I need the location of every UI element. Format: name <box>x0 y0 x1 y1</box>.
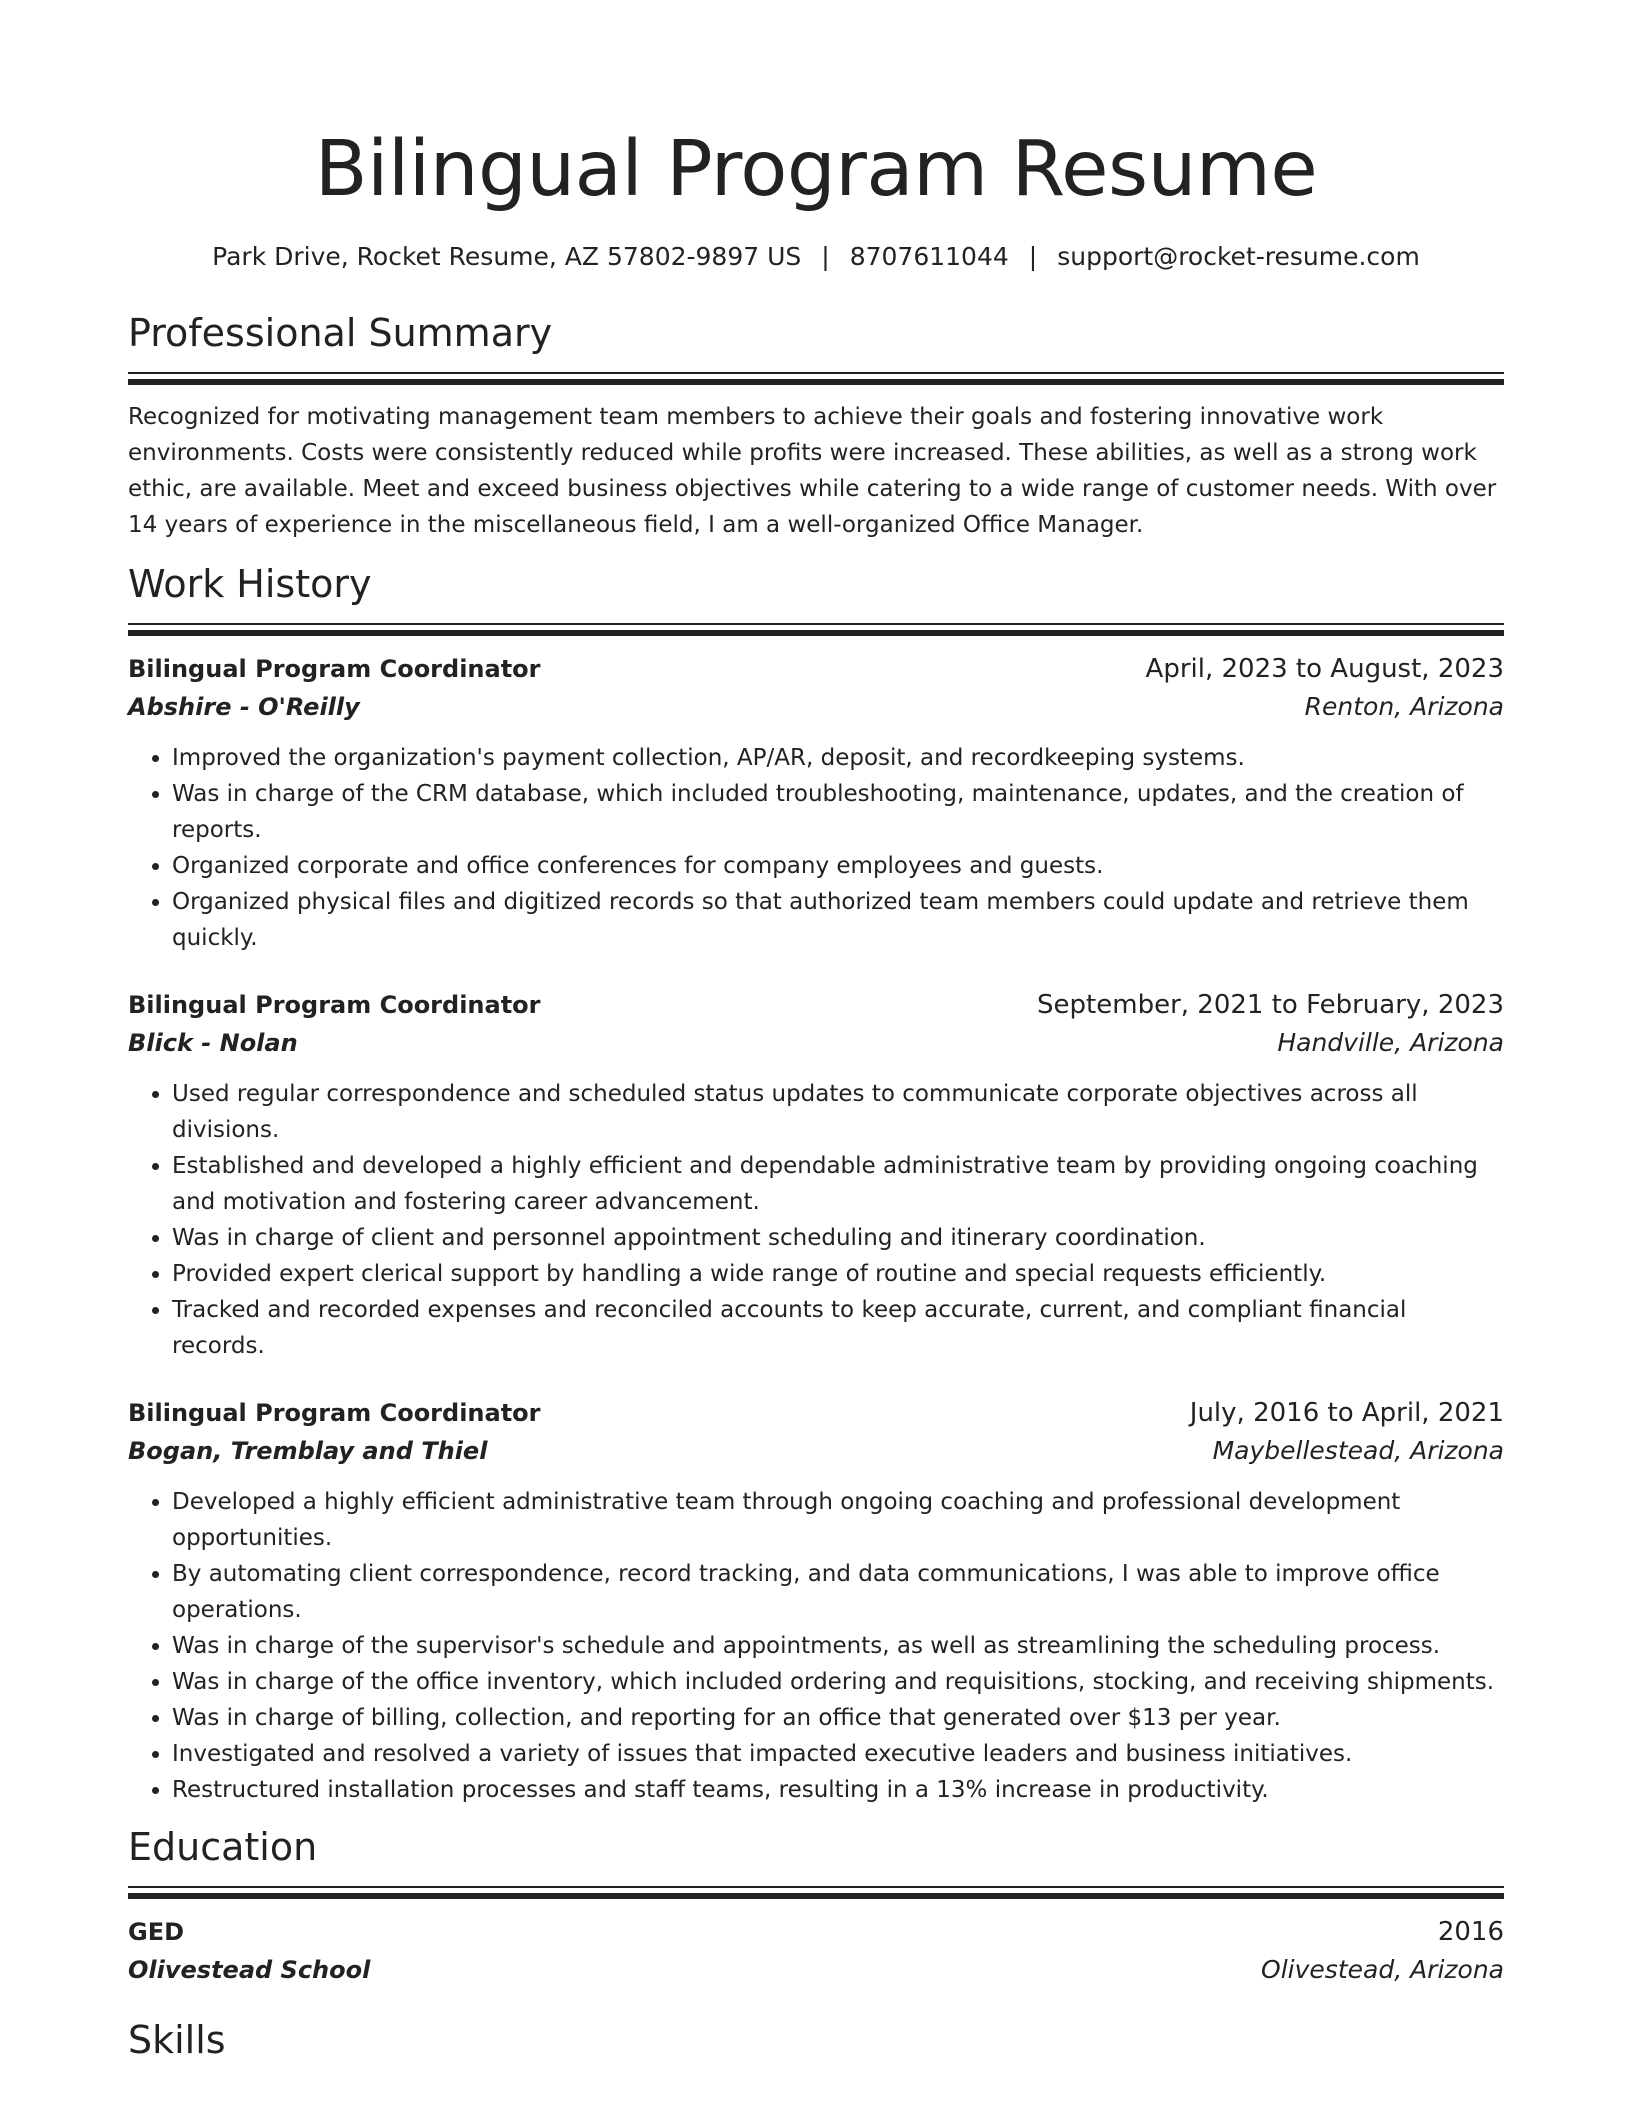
section-divider <box>128 623 1504 636</box>
summary-text: Recognized for motivating management team members to achieve their goals and fostering innovative work environments. Costs were consistently reduced while profits were increased. These abilities, as well as a strong work ethic, are available. Meet and exceed business objectives while catering to a wide range of customer needs. With over 14 years of experience in the miscellaneous field, I am a well-organized Office Manager. <box>128 404 1497 538</box>
list-item: • Improved the organization's payment collection, AP/AR, deposit, and recordkeeping systems. <box>172 740 1504 776</box>
section-divider <box>128 1886 1504 1899</box>
job-location: Maybellestead, Arizona <box>1212 1436 1504 1465</box>
job-header <box>128 650 1504 688</box>
skills-section <box>128 2015 1504 2065</box>
job-location: Renton, Arizona <box>1304 692 1504 721</box>
list-item: • Investigated and resolved a variety of issues that impacted executive leaders and business initiatives. <box>172 1736 1504 1772</box>
contact-address: Park Drive, Rocket Resume, AZ 57802-9897 US <box>212 242 802 271</box>
contact-email: support@rocket-resume.com <box>1057 242 1420 271</box>
job-title: Bilingual Program Coordinator <box>128 1399 541 1427</box>
contact-separator: | <box>1028 242 1038 271</box>
list-item: • Was in charge of client and personnel appointment scheduling and itinerary coordination. <box>172 1220 1504 1256</box>
education-section <box>128 1822 1504 1989</box>
list-item: • Provided expert clerical support by handling a wide range of routine and special requests efficiently. <box>172 1256 1504 1292</box>
list-item: • Was in charge of the supervisor's schedule and appointments, as well as streamlining the scheduling process. <box>172 1628 1504 1664</box>
contact-separator: | <box>821 242 830 271</box>
work-history-section <box>128 559 1504 1808</box>
list-item: • Was in charge of the CRM database, which included troubleshooting, maintenance, updates, and the creation of reports. <box>172 776 1504 848</box>
job-dates: July, 2016 to April, 2021 <box>1189 1398 1504 1428</box>
education-subheader <box>128 1951 1504 1989</box>
section-title-summary: Professional Summary <box>128 311 553 355</box>
list-item: • Was in charge of billing, collection, and reporting for an office that generated over $13 per year. <box>172 1700 1504 1736</box>
list-item: • Used regular correspondence and scheduled status updates to communicate corporate objectives across all divisions. <box>172 1076 1504 1148</box>
education-year: 2016 <box>1437 1917 1504 1947</box>
summary-section <box>128 308 1504 543</box>
job-bullets <box>128 740 1504 956</box>
resume-page <box>128 0 1504 2065</box>
job-company: Bogan, Tremblay and Thiel <box>128 1437 488 1465</box>
job-entry <box>128 650 1504 956</box>
job-header <box>128 1394 1504 1432</box>
section-divider <box>128 372 1504 385</box>
job-subheader <box>128 1432 1504 1470</box>
job-header <box>128 986 1504 1024</box>
job-bullets <box>128 1076 1504 1364</box>
job-subheader <box>128 688 1504 726</box>
contact-phone: 8707611044 <box>849 242 1009 271</box>
job-dates: September, 2021 to February, 2023 <box>1037 990 1504 1020</box>
job-dates: April, 2023 to August, 2023 <box>1145 654 1504 684</box>
education-header <box>128 1913 1504 1951</box>
list-item: • Established and developed a highly efficient and dependable administrative team by providing ongoing coaching and motivation and fostering career advancement. <box>172 1148 1504 1220</box>
list-item: • Restructured installation processes and staff teams, resulting in a 13% increase in productivity. <box>172 1772 1504 1808</box>
job-entry <box>128 1394 1504 1808</box>
job-location: Handville, Arizona <box>1277 1028 1504 1057</box>
education-entry <box>128 1913 1504 1989</box>
job-company: Blick - Nolan <box>128 1029 298 1057</box>
list-item: • Tracked and recorded expenses and reconciled accounts to keep accurate, current, and compliant financial records. <box>172 1292 1504 1364</box>
list-item: • Was in charge of the office inventory, which included ordering and requisitions, stocking, and receiving shipments. <box>172 1664 1504 1700</box>
resume-title: Bilingual Program Resume <box>314 125 1318 214</box>
contact-line <box>128 240 1504 274</box>
list-item: • By automating client correspondence, record tracking, and data communications, I was able to improve office operations. <box>172 1556 1504 1628</box>
job-bullets <box>128 1484 1504 1808</box>
job-title: Bilingual Program Coordinator <box>128 655 541 683</box>
education-location: Olivestead, Arizona <box>1261 1955 1504 1984</box>
section-title-education: Education <box>128 1825 318 1869</box>
job-subheader <box>128 1024 1504 1062</box>
education-school: Olivestead School <box>128 1956 371 1984</box>
job-company: Abshire - O'Reilly <box>128 693 360 721</box>
section-title-skills: Skills <box>128 2018 226 2062</box>
job-entry <box>128 986 1504 1364</box>
list-item: • Organized physical files and digitized records so that authorized team members could update and retrieve them quickly. <box>172 884 1504 956</box>
section-title-work-history: Work History <box>128 562 372 606</box>
job-title: Bilingual Program Coordinator <box>128 991 541 1019</box>
list-item: • Developed a highly efficient administrative team through ongoing coaching and professional development opportunities. <box>172 1484 1504 1556</box>
education-degree: GED <box>128 1918 185 1946</box>
list-item: • Organized corporate and office conferences for company employees and guests. <box>172 848 1504 884</box>
